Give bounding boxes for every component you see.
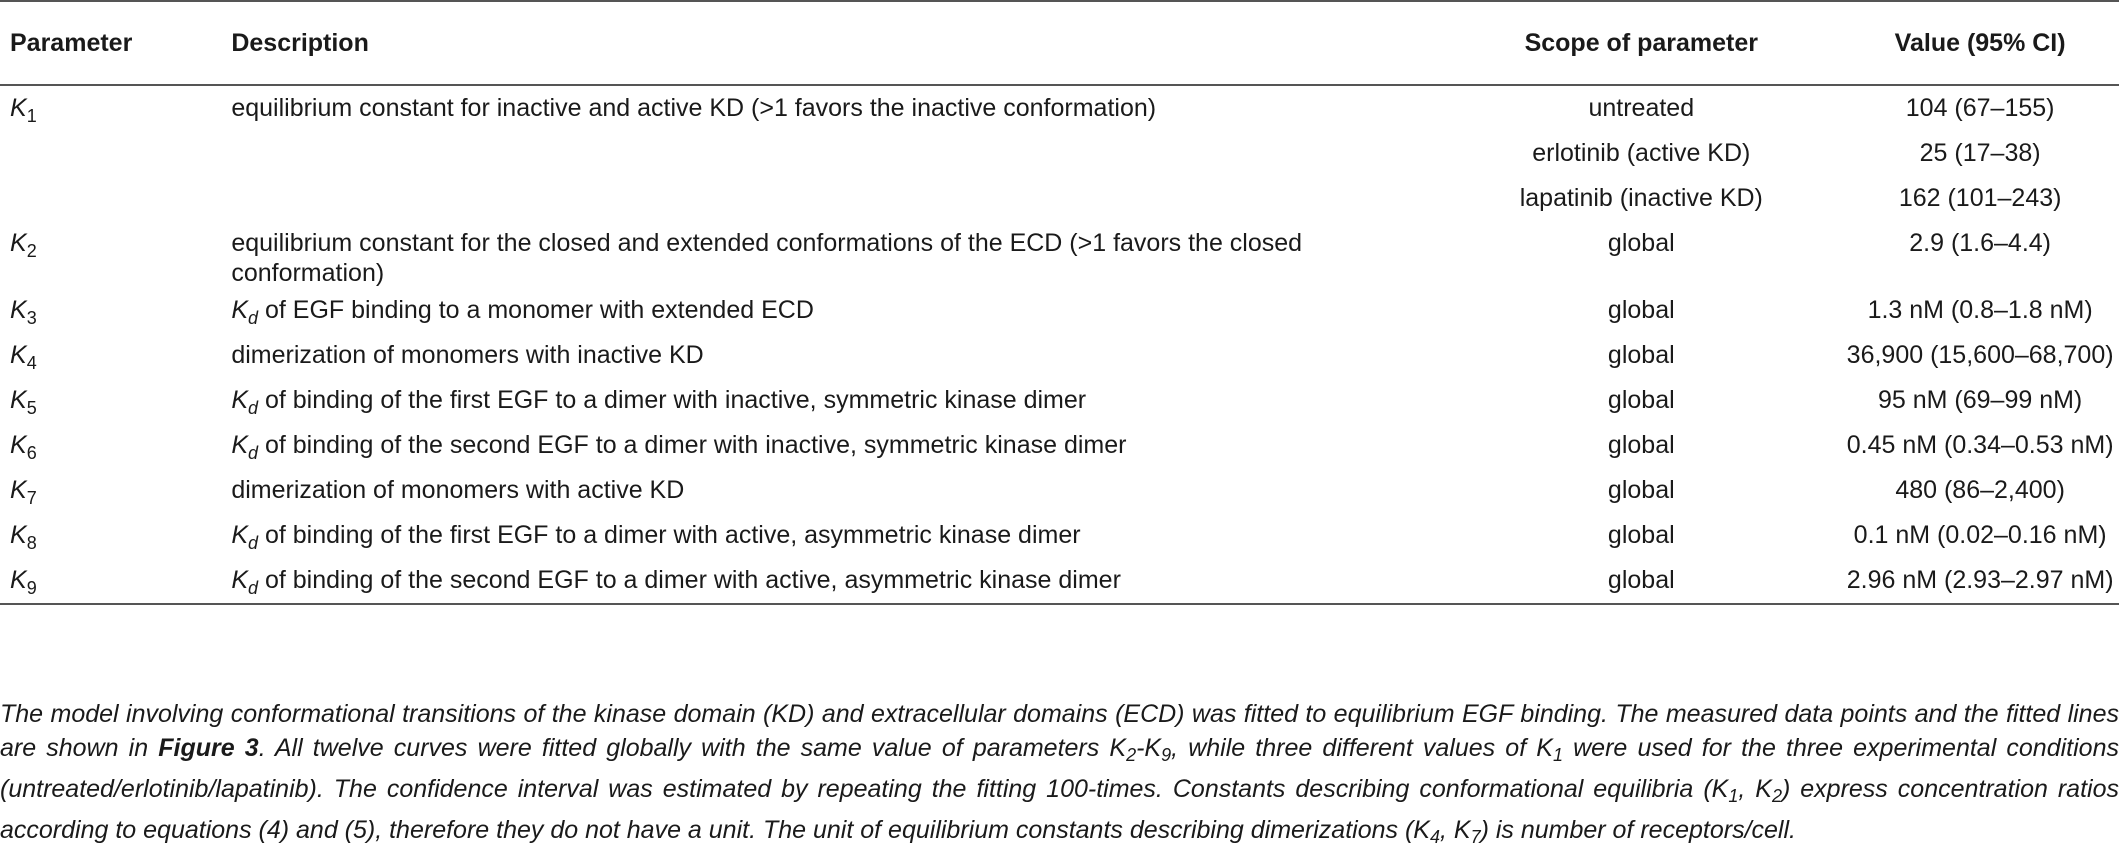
header-parameter: Parameter bbox=[0, 1, 231, 85]
cell-scope: lapatinib (inactive KD) bbox=[1519, 184, 1763, 212]
cell-description bbox=[231, 176, 1441, 221]
table-row bbox=[0, 333, 2119, 378]
caption-text-9: ) is number of receptors/cell. bbox=[1480, 816, 1796, 844]
table-row bbox=[0, 423, 2119, 468]
cell-description bbox=[231, 558, 1441, 604]
description-text bbox=[231, 385, 1441, 423]
caption-text-5: were used for the three experimental conditions (untreated/erlotinib/lapatinib). The confidence interval was estimated by repeating the fitting 100-times. Constants describing conformational equilibria (K bbox=[0, 734, 2119, 803]
table-caption bbox=[0, 697, 2119, 854]
description-text bbox=[231, 565, 1441, 603]
table-row bbox=[0, 378, 2119, 423]
caption-sub-e: 2 bbox=[1771, 786, 1782, 806]
cell-parameter bbox=[0, 333, 231, 378]
cell-value: 162 (101–243) bbox=[1898, 184, 2062, 212]
cell-parameter bbox=[0, 378, 231, 423]
cell-description bbox=[231, 423, 1441, 468]
description-text bbox=[231, 340, 1441, 370]
kd-subscript: d bbox=[248, 533, 259, 553]
caption-text-8: , K bbox=[1439, 816, 1471, 844]
header-value: Value (95% CI) bbox=[1841, 1, 2119, 85]
kd-subscript: d bbox=[248, 578, 259, 598]
cell-value: 104 (67–155) bbox=[1905, 94, 2055, 122]
cell-scope: untreated bbox=[1588, 94, 1695, 122]
cell-scope: global bbox=[1441, 558, 1841, 604]
description-main: dimerization of monomers with inactive KD bbox=[231, 341, 704, 369]
cell-value: 0.1 nM (0.02–0.16 nM) bbox=[1853, 521, 2107, 549]
cell-scope: global bbox=[1607, 296, 1675, 324]
kd-subscript: d bbox=[248, 398, 259, 418]
cell-value: 95 nM (69–99 nM) bbox=[1877, 386, 2083, 414]
caption-text-1: The model involving conformational transitions of the kinase domain (KD) and extracellular domains (ECD) was fitted to equilibrium EGF binding. The measured data points and the fitted lines are shown in bbox=[0, 700, 2119, 762]
table-row bbox=[0, 468, 2119, 513]
cell-parameter bbox=[0, 176, 231, 221]
cell-description bbox=[231, 288, 1441, 333]
header-description: Description bbox=[231, 1, 1441, 85]
cell-scope: global bbox=[1607, 229, 1675, 257]
description-rest: of binding of the second EGF to a dimer with inactive, symmetric kinase dimer bbox=[264, 431, 1127, 459]
cell-description bbox=[231, 468, 1441, 513]
description-text bbox=[231, 228, 1441, 288]
parameter-subscript: 3 bbox=[26, 308, 37, 328]
caption-sub-d: 1 bbox=[1728, 786, 1739, 806]
caption-sub-f: 4 bbox=[1429, 827, 1440, 847]
parameter-subscript: 5 bbox=[26, 398, 37, 418]
caption-text-2: . All twelve curves were fitted globally with the same value of parameters K bbox=[258, 734, 1127, 762]
description-main: dimerization of monomers with active KD bbox=[231, 476, 685, 504]
cell-scope: erlotinib (active KD) bbox=[1532, 139, 1751, 167]
kd-symbol: K bbox=[231, 296, 249, 324]
cell-parameter bbox=[0, 221, 231, 288]
table-row bbox=[0, 176, 2119, 221]
caption-text-4: , while three different values of K bbox=[1171, 734, 1553, 762]
cell-value: 36,900 (15,600–68,700) bbox=[1846, 341, 2114, 369]
parameter-symbol: K bbox=[10, 386, 27, 414]
cell-parameter bbox=[0, 513, 231, 558]
description-rest: of binding of the second EGF to a dimer with active, asymmetric kinase dimer bbox=[264, 566, 1121, 594]
cell-scope: global bbox=[1607, 521, 1675, 549]
description-rest: of EGF binding to a monomer with extended ECD bbox=[264, 296, 814, 324]
description-main: equilibrium constant for the closed and extended conformations of the ECD (>1 favors the closed conformation) bbox=[231, 229, 1303, 287]
header-scope: Scope of parameter bbox=[1441, 1, 1841, 85]
description-text bbox=[231, 295, 1441, 333]
parameter-symbol: K bbox=[10, 431, 27, 459]
cell-scope: global bbox=[1607, 386, 1675, 414]
cell-value: 2.9 (1.6–4.4) bbox=[1909, 229, 2052, 257]
cell-description bbox=[231, 378, 1441, 423]
description-text bbox=[231, 430, 1441, 468]
description-text bbox=[231, 93, 1441, 123]
cell-value: 2.96 nM (2.93–2.97 nM) bbox=[1841, 558, 2119, 604]
caption-sub-b: 9 bbox=[1161, 745, 1172, 765]
parameter-subscript: 7 bbox=[26, 488, 37, 508]
parameter-symbol: K bbox=[10, 229, 27, 257]
kd-subscript: d bbox=[248, 443, 259, 463]
cell-description bbox=[231, 85, 1441, 131]
caption-text-6: , K bbox=[1738, 775, 1772, 803]
cell-parameter bbox=[0, 131, 231, 176]
kd-subscript: d bbox=[248, 308, 259, 328]
parameter-symbol: K bbox=[10, 94, 27, 122]
cell-description bbox=[231, 131, 1441, 176]
caption-sub-c: 1 bbox=[1552, 745, 1563, 765]
kd-symbol: K bbox=[231, 566, 249, 594]
parameter-symbol: K bbox=[10, 566, 27, 594]
caption-text-3: -K bbox=[1136, 734, 1162, 762]
parameter-subscript: 2 bbox=[26, 241, 37, 261]
cell-value: 1.3 nM (0.8–1.8 nM) bbox=[1867, 296, 2093, 324]
kd-symbol: K bbox=[231, 521, 249, 549]
parameter-subscript: 9 bbox=[26, 578, 37, 598]
parameter-symbol: K bbox=[10, 476, 27, 504]
table-row bbox=[0, 221, 2119, 288]
parameter-symbol: K bbox=[10, 341, 27, 369]
table-row bbox=[0, 558, 2119, 604]
header-row bbox=[0, 1, 2119, 85]
parameter-subscript: 1 bbox=[26, 106, 37, 126]
parameter-symbol: K bbox=[10, 521, 27, 549]
table-row bbox=[0, 85, 2119, 131]
description-text bbox=[231, 475, 1441, 505]
cell-scope: global bbox=[1607, 431, 1675, 459]
parameter-subscript: 6 bbox=[26, 443, 37, 463]
caption-sub-g: 7 bbox=[1470, 827, 1481, 847]
cell-description bbox=[231, 333, 1441, 378]
caption-text-7: ) express concentration ratios according to equations (4) and (5), therefore they do not have a unit. The unit of equilibrium constants describing dimerizations (K bbox=[0, 775, 2119, 844]
cell-parameter bbox=[0, 423, 231, 468]
table-row bbox=[0, 288, 2119, 333]
parameter-subscript: 8 bbox=[26, 533, 37, 553]
table-row bbox=[0, 513, 2119, 558]
description-text bbox=[231, 520, 1441, 558]
cell-value: 25 (17–38) bbox=[1919, 139, 2041, 167]
description-main: equilibrium constant for inactive and active KD (>1 favors the inactive conformation) bbox=[231, 94, 1157, 122]
cell-description bbox=[231, 513, 1441, 558]
cell-parameter bbox=[0, 558, 231, 604]
cell-parameter bbox=[0, 85, 231, 131]
table-header bbox=[0, 1, 2119, 85]
figure-reference: Figure 3 bbox=[158, 734, 259, 762]
cell-scope: global bbox=[1607, 341, 1675, 369]
description-rest: of binding of the first EGF to a dimer with active, asymmetric kinase dimer bbox=[264, 521, 1081, 549]
kd-symbol: K bbox=[231, 431, 249, 459]
table-body bbox=[0, 85, 2119, 604]
cell-scope: global bbox=[1607, 476, 1675, 504]
cell-parameter bbox=[0, 288, 231, 333]
table-row bbox=[0, 131, 2119, 176]
cell-value: 0.45 nM (0.34–0.53 nM) bbox=[1846, 431, 2114, 459]
cell-description bbox=[231, 221, 1441, 288]
kd-symbol: K bbox=[231, 386, 249, 414]
description-rest: of binding of the first EGF to a dimer with inactive, symmetric kinase dimer bbox=[264, 386, 1087, 414]
caption-sub-a: 2 bbox=[1126, 745, 1137, 765]
cell-value: 480 (86–2,400) bbox=[1895, 476, 2065, 504]
cell-parameter bbox=[0, 468, 231, 513]
parameter-subscript: 4 bbox=[26, 353, 37, 373]
parameter-symbol: K bbox=[10, 296, 27, 324]
